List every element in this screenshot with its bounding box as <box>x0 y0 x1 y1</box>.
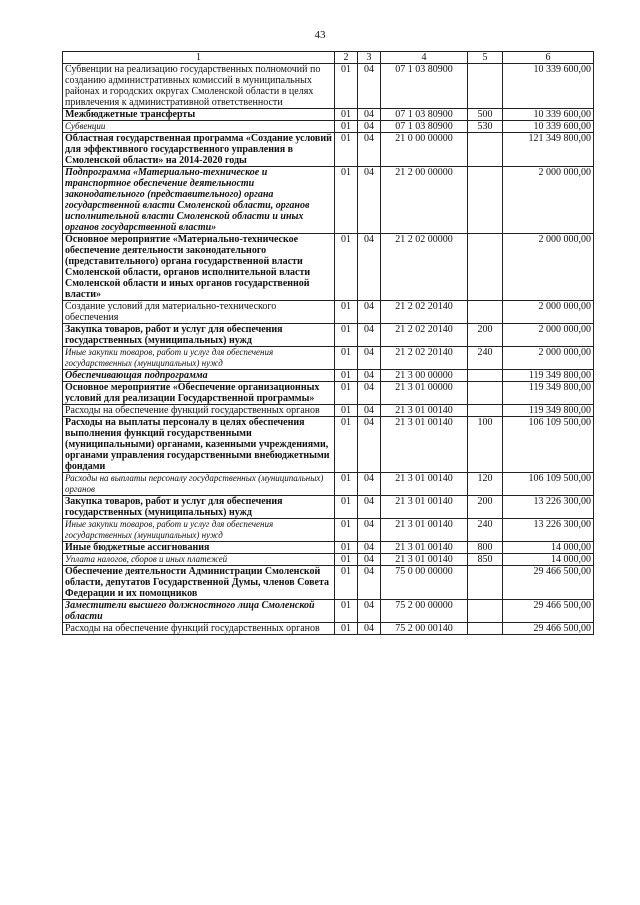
row-name: Закупка товаров, работ и услуг для обеспечения государственных (муниципальных) нужд <box>63 496 335 519</box>
table-row <box>63 121 594 133</box>
row-amount: 10 339 600,00 <box>503 64 594 109</box>
row-target-article: 75 2 00 00140 <box>381 623 468 635</box>
row-expense-type <box>468 234 503 301</box>
row-section: 01 <box>335 324 358 347</box>
row-amount: 29 466 500,00 <box>503 623 594 635</box>
row-section: 01 <box>335 167 358 234</box>
row-section: 01 <box>335 109 358 121</box>
row-section: 01 <box>335 496 358 519</box>
row-section: 01 <box>335 234 358 301</box>
table-row <box>63 405 594 417</box>
row-target-article: 21 3 01 00140 <box>381 496 468 519</box>
table-row <box>63 519 594 542</box>
row-target-article: 21 3 01 00140 <box>381 519 468 542</box>
table-row <box>63 382 594 405</box>
row-amount: 121 349 800,00 <box>503 133 594 167</box>
row-section: 01 <box>335 623 358 635</box>
row-amount: 10 339 600,00 <box>503 109 594 121</box>
row-name: Основное мероприятие «Материально-техническое обеспечение деятельности законодательного (представительного) органа государственной власти Смоленской области, органов исполнительной власти Смоленской области и иных органов государственной власти» <box>63 234 335 301</box>
row-subsection: 04 <box>358 623 381 635</box>
row-expense-type: 200 <box>468 496 503 519</box>
row-subsection: 04 <box>358 496 381 519</box>
row-expense-type: 850 <box>468 554 503 566</box>
row-target-article: 21 2 00 00000 <box>381 167 468 234</box>
table-row <box>63 167 594 234</box>
row-amount: 10 339 600,00 <box>503 121 594 133</box>
row-expense-type <box>468 301 503 324</box>
row-section: 01 <box>335 519 358 542</box>
row-subsection: 04 <box>358 133 381 167</box>
row-expense-type: 800 <box>468 542 503 554</box>
row-amount: 14 000,00 <box>503 542 594 554</box>
table-row <box>63 542 594 554</box>
row-name: Уплата налогов, сборов и иных платежей <box>63 554 335 566</box>
table-row <box>63 554 594 566</box>
row-amount: 119 349 800,00 <box>503 405 594 417</box>
row-expense-type <box>468 382 503 405</box>
row-target-article: 21 2 02 20140 <box>381 301 468 324</box>
row-expense-type <box>468 566 503 600</box>
row-section: 01 <box>335 566 358 600</box>
row-name: Межбюджетные трансферты <box>63 109 335 121</box>
table-row <box>63 370 594 382</box>
row-name: Расходы на выплаты персоналу в целях обеспечения выполнения функций государственными (муниципальными) органами, казенными учреждениями, органами управления государственными внебюджетными фондами <box>63 417 335 473</box>
table-row <box>63 417 594 473</box>
row-name: Заместители высшего должностного лица Смоленской области <box>63 600 335 623</box>
row-section: 01 <box>335 473 358 496</box>
row-section: 01 <box>335 64 358 109</box>
row-amount: 2 000 000,00 <box>503 301 594 324</box>
row-amount: 2 000 000,00 <box>503 324 594 347</box>
row-subsection: 04 <box>358 554 381 566</box>
row-expense-type <box>468 600 503 623</box>
row-section: 01 <box>335 417 358 473</box>
row-expense-type <box>468 167 503 234</box>
row-target-article: 21 0 00 00000 <box>381 133 468 167</box>
table-row <box>63 301 594 324</box>
row-target-article: 21 2 02 20140 <box>381 347 468 370</box>
row-subsection: 04 <box>358 519 381 542</box>
table-row <box>63 109 594 121</box>
table-row <box>63 566 594 600</box>
row-target-article: 21 3 01 00140 <box>381 554 468 566</box>
row-amount: 106 109 500,00 <box>503 417 594 473</box>
row-amount: 14 000,00 <box>503 554 594 566</box>
row-name: Обеспечивающая подпрограмма <box>63 370 335 382</box>
row-name: Иные закупки товаров, работ и услуг для обеспечения государственных (муниципальных) нужд <box>63 519 335 542</box>
row-subsection: 04 <box>358 417 381 473</box>
row-section: 01 <box>335 370 358 382</box>
row-subsection: 04 <box>358 370 381 382</box>
row-expense-type: 200 <box>468 324 503 347</box>
row-target-article: 21 3 00 00000 <box>381 370 468 382</box>
row-subsection: 04 <box>358 234 381 301</box>
budget-table <box>62 51 594 635</box>
table-row <box>63 324 594 347</box>
row-subsection: 04 <box>358 405 381 417</box>
row-name: Закупка товаров, работ и услуг для обеспечения государственных (муниципальных) нужд <box>63 324 335 347</box>
row-target-article: 21 3 01 00000 <box>381 382 468 405</box>
row-subsection: 04 <box>358 382 381 405</box>
row-target-article: 75 0 00 00000 <box>381 566 468 600</box>
row-expense-type <box>468 133 503 167</box>
row-expense-type <box>468 64 503 109</box>
header-col-4: 4 <box>381 52 468 64</box>
row-subsection: 04 <box>358 473 381 496</box>
header-col-3: 3 <box>358 52 381 64</box>
row-section: 01 <box>335 301 358 324</box>
row-section: 01 <box>335 382 358 405</box>
table-row <box>63 64 594 109</box>
row-amount: 2 000 000,00 <box>503 234 594 301</box>
row-target-article: 21 3 01 00140 <box>381 417 468 473</box>
table-row <box>63 623 594 635</box>
row-expense-type: 240 <box>468 347 503 370</box>
row-subsection: 04 <box>358 324 381 347</box>
row-expense-type: 240 <box>468 519 503 542</box>
row-target-article: 21 3 01 00140 <box>381 473 468 496</box>
row-amount: 106 109 500,00 <box>503 473 594 496</box>
header-col-5: 5 <box>468 52 503 64</box>
row-name: Создание условий для материально-технического обеспечения <box>63 301 335 324</box>
table-row <box>63 133 594 167</box>
row-target-article: 21 2 02 20140 <box>381 324 468 347</box>
row-target-article: 07 1 03 80900 <box>381 109 468 121</box>
table-row <box>63 234 594 301</box>
row-name: Расходы на обеспечение функций государственных органов <box>63 623 335 635</box>
table-row <box>63 496 594 519</box>
row-subsection: 04 <box>358 167 381 234</box>
table-body <box>63 64 594 635</box>
row-subsection: 04 <box>358 600 381 623</box>
page-number: 43 <box>314 29 326 41</box>
row-name: Иные закупки товаров, работ и услуг для обеспечения государственных (муниципальных) нужд <box>63 347 335 370</box>
row-subsection: 04 <box>358 347 381 370</box>
row-subsection: 04 <box>358 109 381 121</box>
header-col-1: 1 <box>63 52 335 64</box>
row-section: 01 <box>335 347 358 370</box>
row-expense-type: 120 <box>468 473 503 496</box>
row-section: 01 <box>335 405 358 417</box>
row-target-article: 75 2 00 00000 <box>381 600 468 623</box>
table-row <box>63 473 594 496</box>
table-row <box>63 347 594 370</box>
row-amount: 2 000 000,00 <box>503 167 594 234</box>
row-subsection: 04 <box>358 566 381 600</box>
row-target-article: 07 1 03 80900 <box>381 64 468 109</box>
row-target-article: 21 3 01 00140 <box>381 542 468 554</box>
row-expense-type <box>468 623 503 635</box>
row-section: 01 <box>335 133 358 167</box>
row-name: Подпрограмма «Материально-техническое и транспортное обеспечение деятельности законодательного (представительного) органа государственной власти Смоленской области, органов исполнительной власти Смоленской области и иных органов государственной власти» <box>63 167 335 234</box>
header-col-6: 6 <box>503 52 594 64</box>
row-subsection: 04 <box>358 301 381 324</box>
row-expense-type <box>468 370 503 382</box>
row-name: Расходы на обеспечение функций государственных органов <box>63 405 335 417</box>
row-amount: 29 466 500,00 <box>503 566 594 600</box>
table-header-row <box>63 52 594 64</box>
row-amount: 13 226 300,00 <box>503 519 594 542</box>
row-expense-type: 100 <box>468 417 503 473</box>
row-amount: 13 226 300,00 <box>503 496 594 519</box>
row-amount: 29 466 500,00 <box>503 600 594 623</box>
row-name: Обеспечение деятельности Администрации Смоленской области, депутатов Государственной Думы, членов Совета Федерации и их помощников <box>63 566 335 600</box>
row-target-article: 21 3 01 00140 <box>381 405 468 417</box>
row-section: 01 <box>335 121 358 133</box>
row-name: Иные бюджетные ассигнования <box>63 542 335 554</box>
row-expense-type <box>468 405 503 417</box>
row-amount: 119 349 800,00 <box>503 370 594 382</box>
row-target-article: 07 1 03 80900 <box>381 121 468 133</box>
row-amount: 119 349 800,00 <box>503 382 594 405</box>
row-expense-type: 530 <box>468 121 503 133</box>
row-target-article: 21 2 02 00000 <box>381 234 468 301</box>
row-name: Областная государственная программа «Создание условий для эффективного государственного управления в Смоленской области» на 2014-2020 годы <box>63 133 335 167</box>
row-section: 01 <box>335 542 358 554</box>
row-amount: 2 000 000,00 <box>503 347 594 370</box>
row-subsection: 04 <box>358 542 381 554</box>
row-section: 01 <box>335 600 358 623</box>
row-name: Субвенции <box>63 121 335 133</box>
row-name: Основное мероприятие «Обеспечение организационных условий для реализации Государственной программы» <box>63 382 335 405</box>
table-row <box>63 600 594 623</box>
row-expense-type: 500 <box>468 109 503 121</box>
row-subsection: 04 <box>358 64 381 109</box>
row-subsection: 04 <box>358 121 381 133</box>
header-col-2: 2 <box>335 52 358 64</box>
row-section: 01 <box>335 554 358 566</box>
row-name: Расходы на выплаты персоналу государственных (муниципальных) органов <box>63 473 335 496</box>
row-name: Субвенции на реализацию государственных полномочий по созданию административных комиссий в муниципальных районах и городских округах Смоленской области в целях привлечения к административной ответственности <box>63 64 335 109</box>
